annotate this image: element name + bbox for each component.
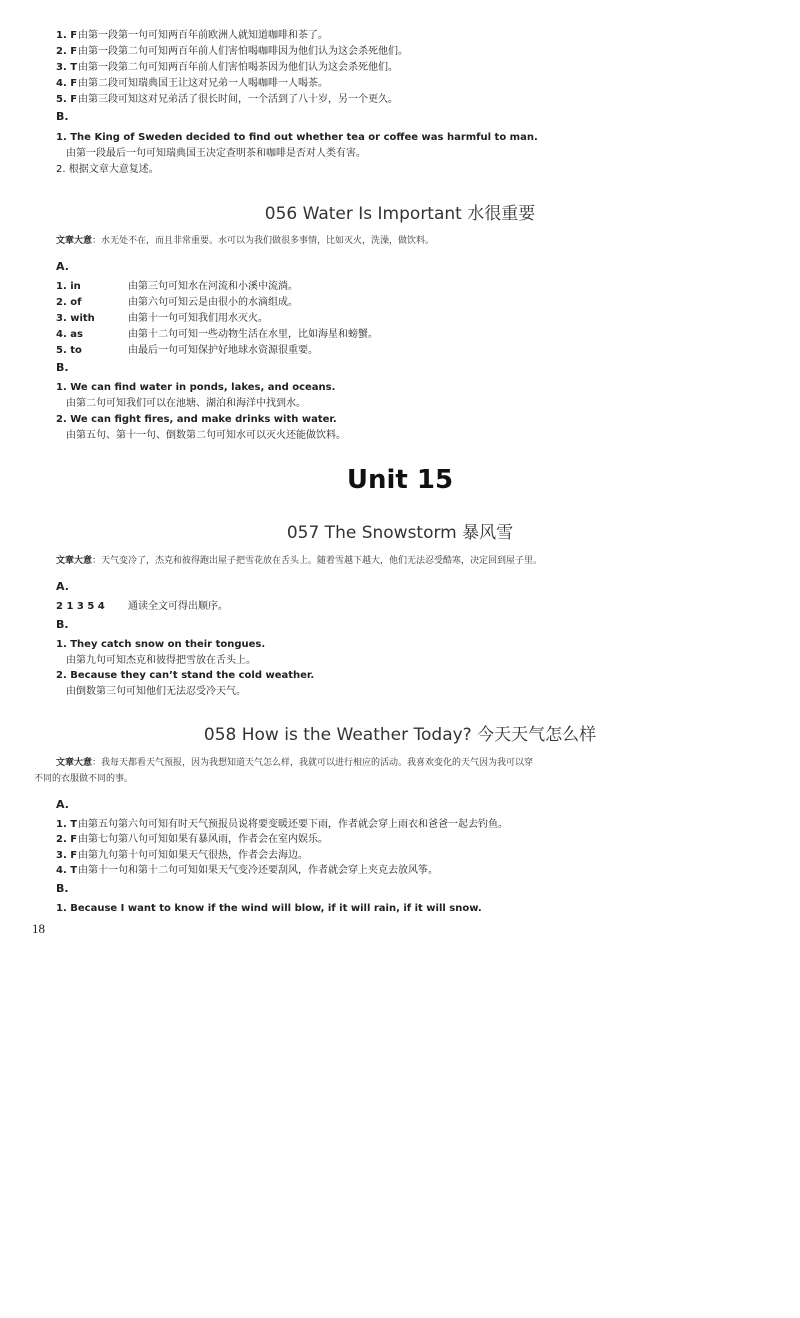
answer-row: 3. T由第一段第二句可知两百年前人们害怕喝茶因为他们认为这会杀死他们。 [56, 62, 398, 73]
section-label-b: B. [56, 110, 69, 123]
answer-row: 5. to 由最后一句可知保护好地球水资源很重要。 [56, 345, 318, 356]
chinese-explanation: 2. 根据文章大意复述。 [56, 164, 159, 175]
answer-row: 5. F由第三段可知这对兄弟活了很长时间，一个活到了八十岁，另一个更久。 [56, 94, 398, 105]
chinese-explanation: 由第一段最后一句可知瑞典国王决定查明茶和咖啡是否对人类有害。 [66, 148, 366, 159]
answer-row: 4. F由第二段可知瑞典国王让这对兄弟一人喝咖啡一人喝茶。 [56, 78, 328, 89]
answer-row: 2. F由第一段第二句可知两百年前人们害怕喝咖啡因为他们认为这会杀死他们。 [56, 46, 408, 57]
english-answer: 2. We can fight fires, and make drinks with water. [56, 414, 337, 425]
unit-heading: Unit 15 [346, 465, 454, 495]
answer-row: 1. F由第一段第一句可知两百年前欧洲人就知道咖啡和茶了。 [56, 30, 328, 41]
answer-row: 2 1 3 5 4 通读全文可得出顺序。 [56, 601, 228, 612]
answer-row: 3. F由第九句第十句可知如果天气很热，作者会去海边。 [56, 850, 308, 861]
answer-row: 3. with 由第十一句可知我们用水灭火。 [56, 313, 268, 324]
article-gist: 文章大意：水无处不在，而且非常重要。水可以为我们做很多事情，比如灭火，洗澡，做饮料。 [56, 236, 435, 246]
article-gist: 文章大意：我每天都看天气预报，因为我想知道天气怎么样，我就可以进行相应的活动。我喜欢变化的天气因为我可以穿 [56, 758, 534, 768]
section-label-a: A. [56, 260, 69, 273]
english-answer: 1. They catch snow on their tongues. [56, 639, 266, 650]
section-label-b: B. [56, 361, 69, 374]
page-number: 18 [32, 921, 45, 936]
answer-row: 1. T由第五句第六句可知有时天气预报员说将要变暖还要下雨，作者就会穿上雨衣和爸爸一起去钓鱼。 [56, 819, 508, 830]
chinese-explanation: 由第二句可知我们可以在池塘、湖泊和海洋中找到水。 [66, 398, 306, 409]
section-title: 057 The Snowstorm 暴风雪 [286, 523, 514, 543]
english-answer: 1. Because I want to know if the wind will blow, if it will rain, if it will snow. [56, 903, 482, 914]
answer-row: 1. in 由第三句可知水在河流和小溪中流淌。 [56, 281, 298, 292]
answer-row: 4. as 由第十二句可知一些动物生活在水里，比如海星和螃蟹。 [56, 329, 378, 340]
section-title: 056 Water Is Important 水很重要 [264, 204, 536, 224]
english-answer: 1. We can find water in ponds, lakes, and oceans. [56, 382, 336, 393]
english-answer: 1. The King of Sweden decided to find out whether tea or coffee was harmful to man. [56, 132, 538, 143]
chinese-explanation: 由第五句、第十一句、倒数第二句可知水可以灭火还能做饮料。 [66, 430, 346, 441]
section-label-b: B. [56, 618, 69, 631]
section-label-a: A. [56, 798, 69, 811]
answer-row: 2. of 由第六句可知云是由很小的水滴组成。 [56, 297, 298, 308]
english-answer: 2. Because they can’t stand the cold weather. [56, 670, 315, 681]
article-gist: 文章大意：天气变冷了，杰克和彼得跑出屋子把雪花放在舌头上。随着雪越下越大，他们无法忍受酷寒，决定回到屋子里。 [56, 556, 543, 566]
section-label-b: B. [56, 882, 69, 895]
section-title: 058 How is the Weather Today? 今天天气怎么样 [203, 725, 597, 745]
section-label-a: A. [56, 580, 69, 593]
chinese-explanation: 由第九句可知杰克和彼得把雪放在舌头上。 [66, 655, 256, 666]
answer-row: 4. T由第十一句和第十二句可知如果天气变冷还要刮风，作者就会穿上夹克去放风筝。 [56, 865, 438, 876]
chinese-explanation: 由倒数第三句可知他们无法忍受冷天气。 [66, 686, 246, 697]
article-gist-continued: 不同的衣服做不同的事。 [34, 774, 134, 784]
answer-row: 2. F由第七句第八句可知如果有暴风雨，作者会在室内娱乐。 [56, 834, 328, 845]
